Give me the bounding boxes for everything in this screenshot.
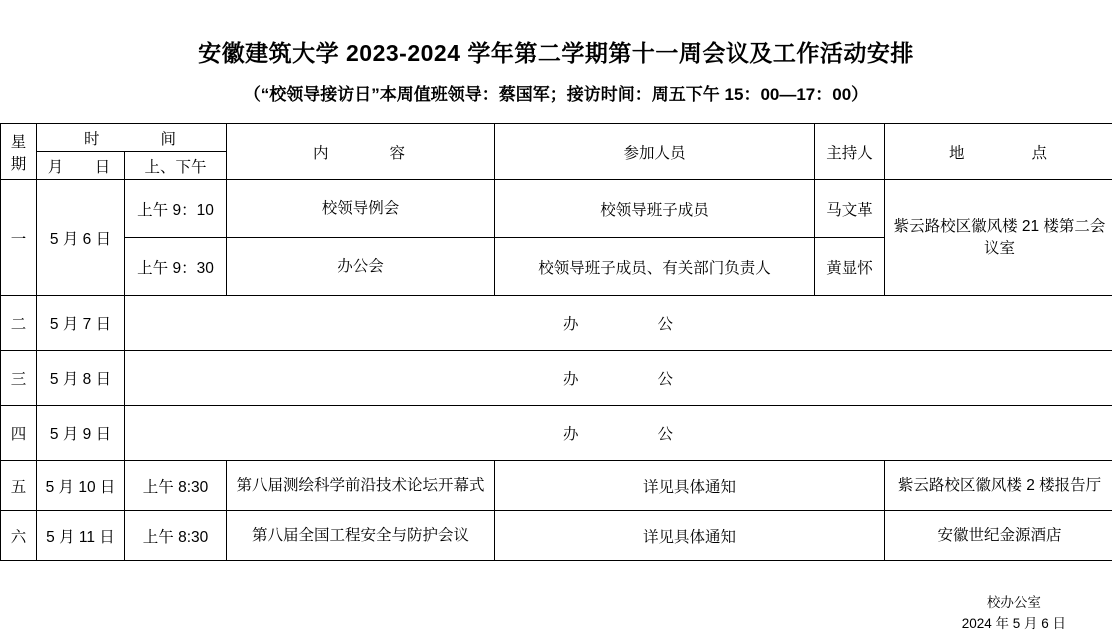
cell-weekday: 五	[1, 461, 37, 511]
table-header-row-1	[1, 124, 1112, 152]
footer-date: 2024 年 5 月 6 日	[962, 614, 1066, 635]
header-content: 内 容	[227, 124, 495, 180]
cell-people: 校领导班子成员	[495, 180, 815, 238]
cell-people: 校领导班子成员、有关部门负责人	[495, 238, 815, 296]
header-place: 地 点	[885, 124, 1112, 180]
cell-date: 5 月 8 日	[37, 351, 125, 406]
cell-date: 5 月 7 日	[37, 296, 125, 351]
cell-host: 马文革	[815, 180, 885, 238]
cell-date: 5 月 10 日	[37, 461, 125, 511]
cell-ampm: 上午 9：30	[125, 238, 227, 296]
cell-weekday: 二	[1, 296, 37, 351]
header-ampm: 上、下午	[125, 152, 227, 180]
cell-content: 第八届全国工程安全与防护会议	[227, 511, 495, 561]
cell-content: 第八届测绘科学前沿技术论坛开幕式	[227, 461, 495, 511]
table-row	[1, 296, 1112, 351]
cell-ampm: 上午 8:30	[125, 461, 227, 511]
cell-merged-note: 办 公	[125, 351, 1112, 406]
header-time-group: 时 间	[37, 124, 227, 152]
cell-host: 黄显怀	[815, 238, 885, 296]
cell-people: 详见具体通知	[495, 511, 885, 561]
cell-weekday: 三	[1, 351, 37, 406]
cell-merged-note: 办 公	[125, 296, 1112, 351]
table-row	[1, 406, 1112, 461]
table-row	[1, 511, 1112, 561]
cell-weekday: 六	[1, 511, 37, 561]
page-title: 安徽建筑大学 2023-2024 学年第二学期第十一周会议及工作活动安排	[0, 35, 1112, 68]
document-page	[0, 35, 1112, 643]
table-row	[1, 461, 1112, 511]
footer	[962, 593, 1066, 635]
cell-people: 详见具体通知	[495, 461, 885, 511]
header-host: 主持人	[815, 124, 885, 180]
cell-content: 校领导例会	[227, 180, 495, 238]
cell-ampm: 上午 9：10	[125, 180, 227, 238]
cell-date: 5 月 9 日	[37, 406, 125, 461]
header-date: 月 日	[37, 152, 125, 180]
cell-place: 安徽世纪金源酒店	[885, 511, 1112, 561]
cell-content: 办公会	[227, 238, 495, 296]
cell-date: 5 月 6 日	[37, 180, 125, 296]
cell-weekday: 四	[1, 406, 37, 461]
table-row	[1, 180, 1112, 238]
cell-place: 紫云路校区徽风楼 21 楼第二会议室	[885, 180, 1112, 296]
header-weekday: 星期	[1, 124, 37, 180]
schedule-table	[0, 123, 1112, 561]
cell-place: 紫云路校区徽风楼 2 楼报告厅	[885, 461, 1112, 511]
cell-date: 5 月 11 日	[37, 511, 125, 561]
table-row	[1, 351, 1112, 406]
cell-merged-note: 办 公	[125, 406, 1112, 461]
header-people: 参加人员	[495, 124, 815, 180]
cell-ampm: 上午 8:30	[125, 511, 227, 561]
footer-department: 校办公室	[962, 593, 1066, 614]
page-subtitle: （“校领导接访日”本周值班领导：蔡国军；接访时间：周五下午 15：00—17：00）	[0, 80, 1112, 105]
cell-weekday: 一	[1, 180, 37, 296]
